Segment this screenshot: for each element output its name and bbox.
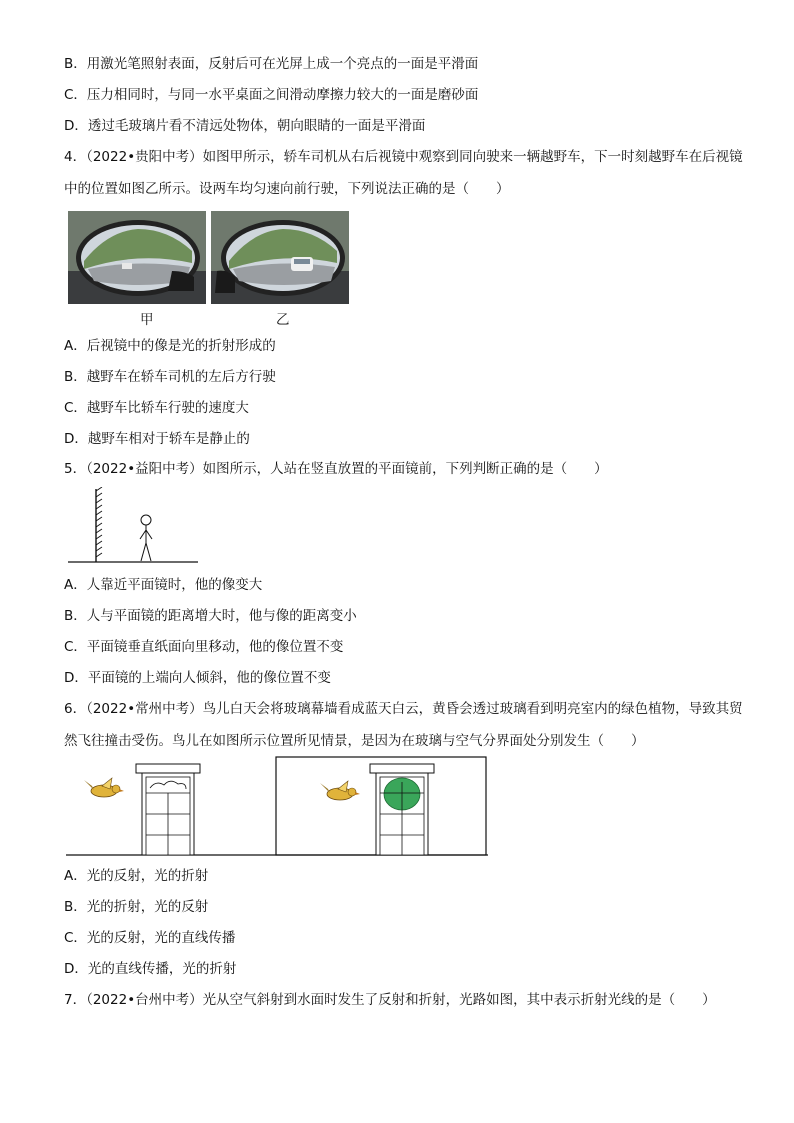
q6-stem-line1: 6．（2022•常州中考）鸟儿白天会将玻璃幕墙看成蓝天白云，黄昏会透过玻璃看到明亮室内的绿色植物，导致其贸 [64, 701, 743, 717]
q4-figure-b-mirror-photo [211, 211, 349, 304]
q6-figure-bird-glass-wall [64, 756, 490, 858]
q3-option-c: C．压力相同时，与同一水平桌面之间滑动摩擦力较大的一面是磨砂面 [64, 87, 479, 103]
q6-option-d: D．光的直线传播，光的折射 [64, 961, 237, 977]
q4-caption-b: 乙 [276, 312, 290, 328]
q5-option-b: B．人与平面镜的距离增大时，他与像的距离变小 [64, 608, 357, 624]
q6-option-a: A．光的反射，光的折射 [64, 868, 209, 884]
q6-option-b: B．光的折射，光的反射 [64, 899, 209, 915]
q4-option-b: B．越野车在轿车司机的左后方行驶 [64, 369, 276, 385]
q5-stem-line1: 5．（2022•益阳中考）如图所示，人站在竖直放置的平面镜前，下列判断正确的是（ ） [64, 461, 608, 477]
q6-option-c: C．光的反射，光的直线传播 [64, 930, 236, 946]
q7-stem-line1: 7．（2022•台州中考）光从空气斜射到水面时发生了反射和折射，光路如图，其中表示折射光线的是（ ） [64, 992, 716, 1008]
q4-option-c: C．越野车比轿车行驶的速度大 [64, 400, 249, 416]
q3-option-b: B．用激光笔照射表面，反射后可在光屏上成一个亮点的一面是平滑面 [64, 56, 479, 72]
q4-stem-line2: 中的位置如图乙所示。设两车均匀速向前行驶，下列说法正确的是（ ） [64, 181, 510, 197]
q5-option-d: D．平面镜的上端向人倾斜，他的像位置不变 [64, 670, 331, 686]
q5-option-c: C．平面镜垂直纸面向里移动，他的像位置不变 [64, 639, 344, 655]
q3-option-d: D．透过毛玻璃片看不清远处物体，朝向眼睛的一面是平滑面 [64, 118, 426, 134]
q4-option-d: D．越野车相对于轿车是静止的 [64, 431, 250, 447]
q6-stem-line2: 然飞往撞击受伤。鸟儿在如图所示位置所见情景，是因为在玻璃与空气分界面处分别发生（ ） [64, 733, 645, 749]
q5-figure-plane-mirror [66, 487, 200, 565]
q4-caption-a: 甲 [140, 312, 154, 328]
q4-stem-line1: 4．（2022•贵阳中考）如图甲所示，轿车司机从右后视镜中观察到同向驶来一辆越野车，下一时刻越野车在后视镜 [64, 149, 743, 165]
q4-option-a: A．后视镜中的像是光的折射形成的 [64, 338, 276, 354]
q5-option-a: A．人靠近平面镜时，他的像变大 [64, 577, 263, 593]
q4-figure-a-mirror-photo [68, 211, 206, 304]
